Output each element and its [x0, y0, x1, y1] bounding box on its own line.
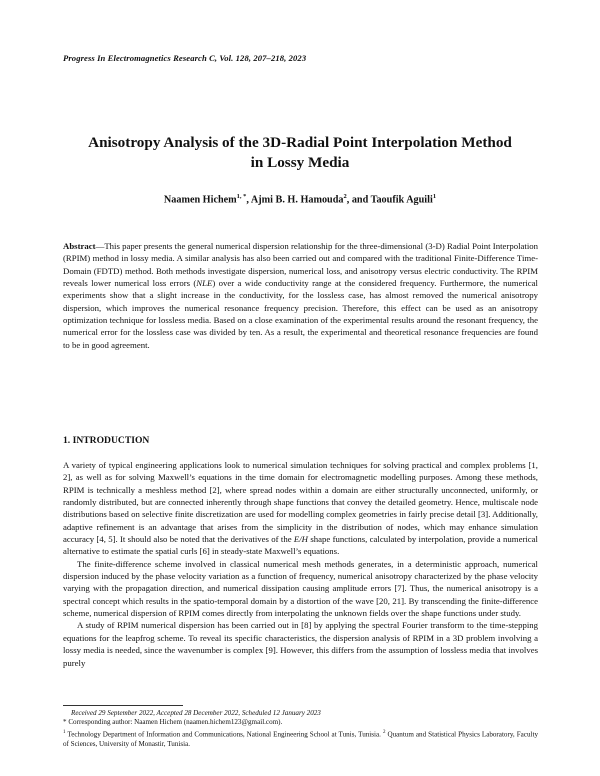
- affiliations: [63, 728, 538, 749]
- author-list: [40, 193, 560, 205]
- abstract-label: Abstract: [63, 241, 96, 251]
- affiliation-2-marker: 2: [382, 729, 386, 735]
- corresponding-author: * Corresponding author: Naamen Hichem (naamen.hichem123@gmail.com).: [63, 718, 283, 727]
- journal-header: Progress In Electromagnetics Research C, Vol. 128, 207–218, 2023: [63, 53, 307, 63]
- paragraph-3: A study of RPIM numerical dispersion has been carried out in [8] by applying the spectral Fourier transform to the time-stepping equations for the leapfrog scheme. To reveal its specific characteristics, the dispersion analysis of RPIM in a 3D problem involving a lossy media is needed, since the wavenumber is complex [9]. However, this differs from the assumption of lossless media that involves purely: [63, 620, 538, 668]
- paragraph-2: The finite-difference scheme involved in classical numerical mesh methods generates, in a deterministic approach, numerical dispersion induced by the phase velocity variation as a function of frequency, numerical anisotropy characterized by the phase velocity varying with the propagation direction, and numerical dissipation causing amplitude errors [7]. Thus, the numerical anisotropy is a spectral concept which results in the spatio-temporal domain by a distortion of the wave [20, 21]. By transcending the finite-difference scheme, numerical dispersion of RPIM comes directly from interpolating the unknown fields over the shape functions under study.: [63, 558, 538, 619]
- author-3-affiliation: 1: [432, 193, 437, 200]
- abstract-nle: NLE: [196, 278, 213, 289]
- author-separator: , and: [346, 194, 371, 206]
- affiliation-1-marker: 1: [63, 729, 66, 735]
- abstract-text-2: ) over a wide conductivity range at the considered frequency. Furthermore, the numerical experiments show that a slight increase in the conductivity, for the lossless case, has almost removed the numerical anisotropy dispersion, which improves the numerical resonance frequency precision. Therefore, this effect can be used as an anisotropy optimization technique for lossless media. Based on a close examination of the experimental results around the resonant frequency, the numerical error for the lossless case was divided by ten. As a result, the experimental and theoretical resonance frequencies are found to be in good agreement.: [63, 278, 538, 350]
- footnotes: [63, 709, 538, 749]
- author-separator: ,: [246, 194, 251, 206]
- paragraph-1-text-a: A variety of typical engineering applications look to numerical simulation techniques for solving practical and complex problems [1, 2], as well as for solving Maxwell’s equations in the time domain for electromagnetic modelling purposes. Among these methods, RPIM is technically a meshless method [2], where spread nodes within a domain are either structurally unconnected, uniformly, or randomly distributed, but are connected inherently through shape functions that convey the detailed geometry. Hence, multiscale node distributions based on selective finite discretization are used for modelling complex geometries in fairly precise detail [3]. Additionally, adaptive refinement is an advantage that arises from the simplicity in the distribution of nodes, which may enhance simulation accuracy [4, 5]. It should also be noted that the derivatives of the: [63, 460, 538, 545]
- author-1-affiliation: 1, *: [236, 193, 247, 200]
- title-line-1: Anisotropy Analysis of the 3D-Radial Point Interpolation Method: [88, 134, 512, 151]
- paragraph-1: [63, 459, 538, 558]
- title-line-2: in Lossy Media: [250, 154, 350, 171]
- affiliation-1: Technology Department of Information and Communications, National Engineering School at Tunis, Tunisia.: [65, 730, 383, 739]
- received-dates: Received 29 September 2022, Accepted 28 December 2022, Scheduled 12 January 2023: [71, 709, 321, 717]
- author-1: Naamen Hichem: [163, 194, 237, 206]
- footnote-rule: [63, 705, 183, 706]
- paragraph-1-text-b: shape functions, calculated by interpolation, provide a numerical alternative to estimate the spatial curls [6] in steady-state Maxwell’s equations.: [63, 534, 538, 557]
- abstract: [63, 240, 538, 351]
- author-3: Taoufik Aguili: [370, 194, 433, 206]
- paper-title: [40, 133, 560, 173]
- introduction-body: [63, 459, 538, 669]
- author-2-affiliation: 2: [343, 193, 347, 200]
- paragraph-1-eh: E/H: [293, 534, 309, 545]
- affiliation-2: Quantum and Statistical Physics Laboratory, Faculty of Sciences, University of Monastir, Tunisia.: [63, 730, 538, 748]
- abstract-text-1: —This paper presents the general numerical dispersion relationship for the three-dimensional (3-D) Radial Point Interpolation (RPIM) method in lossy media. A similar analysis has also been carried out and compared with the traditional Finite-Difference Time-Domain (FDTD) method. Both methods investigate dispersion, numerical loss, and anisotropy versus electric conductivity. The RPIM reveals lower numerical loss errors (: [63, 241, 538, 289]
- section-heading: 1. INTRODUCTION: [63, 435, 150, 446]
- author-2: Ajmi B. H. Hamouda: [250, 194, 344, 206]
